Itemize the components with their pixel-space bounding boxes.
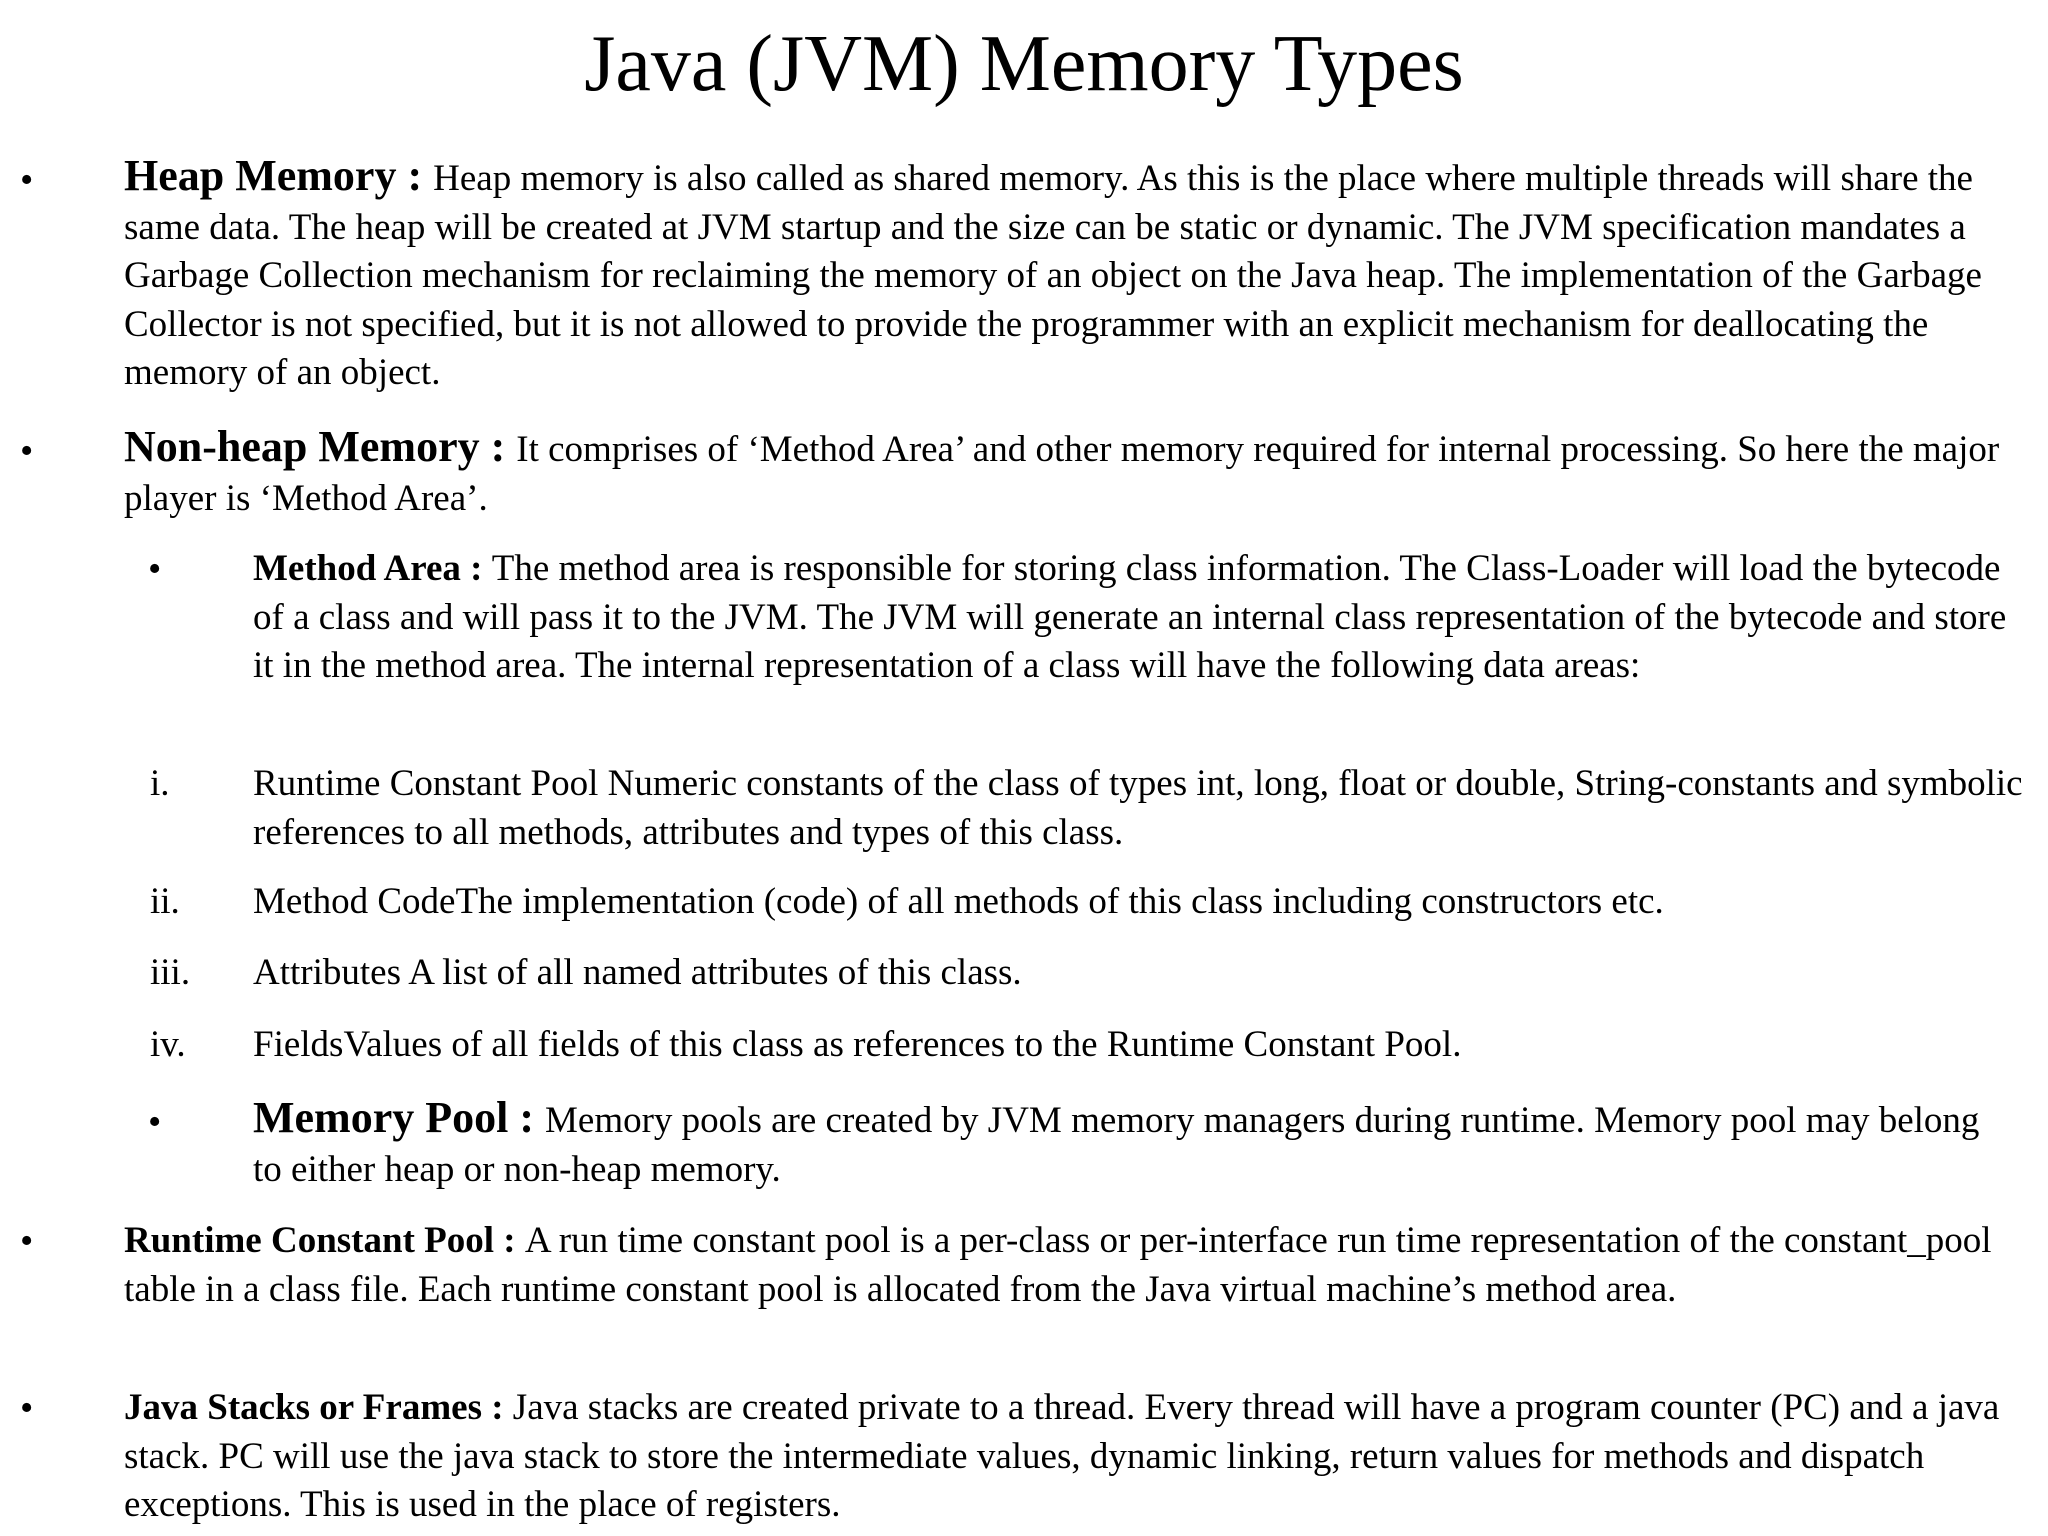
heap-memory-description: Heap memory is also called as shared memory. As this is the place where multiple threads will share the same data. The heap will be created at JVM startup and the size can be static or dynamic. The JVM specification mandates a Garbage Collection mechanism for reclaiming the memory of an object on the Java heap. The implementation of the Garbage Collector is not specified, but it is not allowed to provide the programmer with an explicit mechanism for deallocating the memory of an object. bbox=[124, 158, 1982, 393]
method-area-description: The method area is responsible for storing class information. The Class-Loader will load the bytecode of a class and will pass it to the JVM. The JVM will generate an internal class representation of the bytecode and store it in the method area. The internal representation of a class will have the following data areas: bbox=[253, 548, 2007, 686]
memory-pool-text bbox=[253, 1094, 2013, 1194]
list-number: i. bbox=[150, 763, 170, 804]
bullet-marker: • bbox=[20, 159, 34, 201]
method-area-term: Method Area : bbox=[253, 548, 492, 589]
data-area-text: FieldsValues of all fields of this class as references to the Runtime Constant Pool. bbox=[253, 1024, 1462, 1065]
bullet-marker: • bbox=[148, 1101, 162, 1143]
heap-memory-term: Heap Memory : bbox=[124, 151, 434, 200]
list-number: iii. bbox=[150, 952, 191, 993]
nonheap-memory-description: It comprises of ‘Method Area’ and other memory required for internal processing. So here the major player is ‘Method Area’. bbox=[124, 429, 2000, 519]
data-area-text: Method CodeThe implementation (code) of all methods of this class including constructors etc. bbox=[253, 881, 1664, 922]
bullet-marker: • bbox=[20, 1387, 34, 1429]
bullet-marker: • bbox=[148, 548, 162, 590]
page-title: Java (JVM) Memory Types bbox=[584, 20, 1464, 108]
nonheap-memory-term: Non-heap Memory : bbox=[124, 422, 517, 471]
method-area-text bbox=[253, 545, 2013, 691]
bullet-marker: • bbox=[20, 430, 34, 472]
list-number: iv. bbox=[150, 1024, 186, 1065]
memory-pool-description: Memory pools are created by JVM memory managers during runtime. Memory pool may belong to either heap or non-heap memory. bbox=[253, 1100, 1980, 1190]
java-stacks-description: Java stacks are created private to a thread. Every thread will have a program counter (PC) and a java stack. PC will use the java stack to store the intermediate values, dynamic linking, return values for methods and dispatch exceptions. This is used in the place of registers. bbox=[124, 1387, 2000, 1525]
memory-pool-term: Memory Pool : bbox=[253, 1093, 545, 1142]
nonheap-memory-text bbox=[124, 423, 2029, 523]
runtime-constant-pool-text bbox=[124, 1217, 2004, 1314]
runtime-constant-pool-term: Runtime Constant Pool : bbox=[124, 1220, 525, 1261]
heap-memory-text bbox=[124, 152, 2029, 398]
data-area-text: Attributes A list of all named attributes of this class. bbox=[253, 952, 1022, 993]
list-number: ii. bbox=[150, 881, 180, 922]
runtime-constant-pool-description: A run time constant pool is a per-class or per-interface run time representation of the constant_pool table in a class file. Each runtime constant pool is allocated from the Java virtual machine’s method area. bbox=[124, 1220, 1992, 1310]
bullet-marker: • bbox=[20, 1220, 34, 1262]
java-stacks-text bbox=[124, 1384, 2004, 1530]
java-stacks-term: Java Stacks or Frames : bbox=[124, 1387, 513, 1428]
data-area-text: Runtime Constant Pool Numeric constants of the class of types int, long, float or double, String-constants and symbolic references to all methods, attributes and types of this class. bbox=[253, 763, 2023, 853]
